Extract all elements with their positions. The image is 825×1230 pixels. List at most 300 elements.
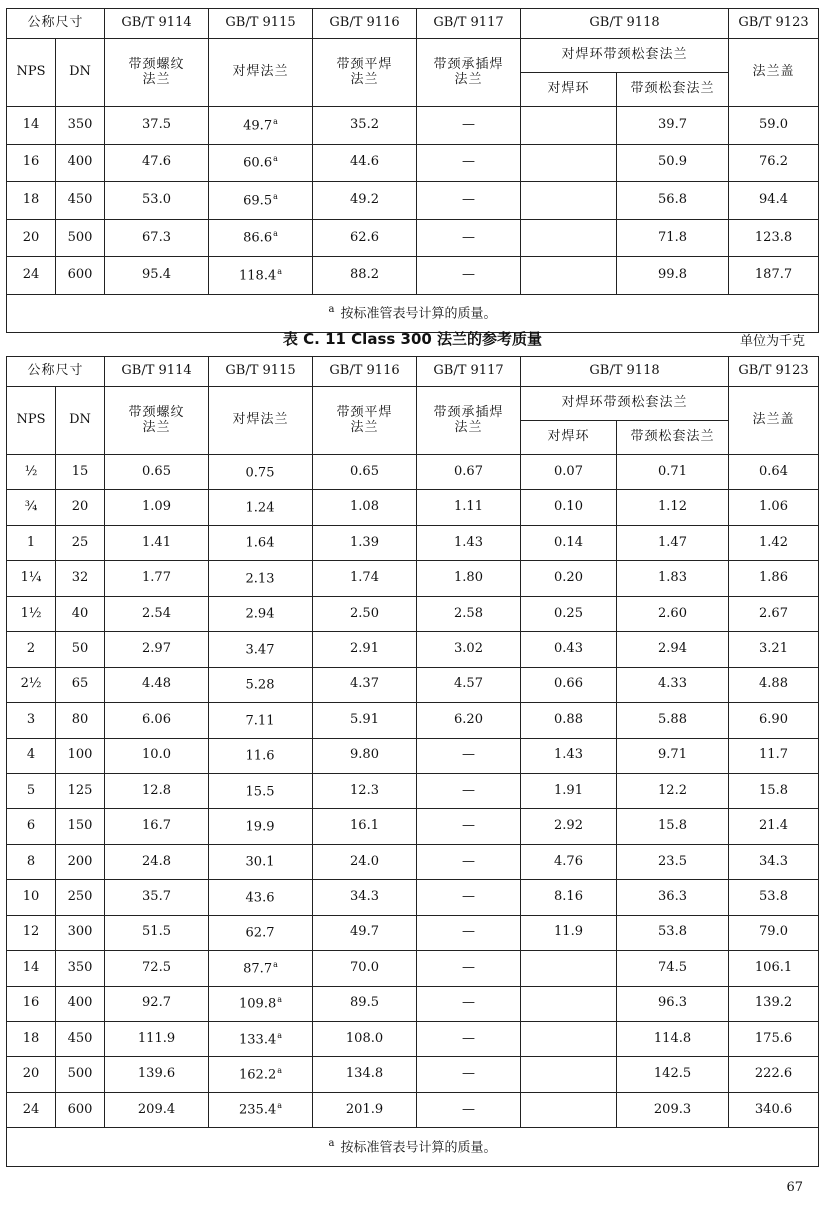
table-footnote (7, 1128, 819, 1167)
dn-cell: 450 (56, 1022, 105, 1057)
weld-neck-mass-cell: 162.2$^a$ (209, 1057, 313, 1092)
header-gb9123: GB/T 9123 (729, 357, 819, 387)
dn-cell: 150 (56, 809, 105, 844)
slip-on-mass-cell: 5.91 (313, 703, 417, 738)
nps-cell: 1½ (7, 596, 56, 631)
table-row (7, 1057, 819, 1092)
weld-neck-mass-cell: 60.6$^a$ (209, 144, 313, 182)
nps-cell: 18 (7, 1022, 56, 1057)
header-gb9118: GB/T 9118 (521, 357, 729, 387)
table-row (7, 667, 819, 702)
lap-flange-mass-cell: 2.60 (617, 596, 729, 631)
threaded-mass-cell: 35.7 (105, 880, 209, 915)
blind-mass-cell: 2.67 (729, 596, 819, 631)
stub-end-mass-cell (521, 1057, 617, 1092)
lap-flange-mass-cell: 36.3 (617, 880, 729, 915)
socket-weld-mass-cell: — (417, 219, 521, 257)
blind-mass-cell: 0.64 (729, 455, 819, 490)
dn-cell: 250 (56, 880, 105, 915)
blind-mass-cell: 94.4 (729, 182, 819, 220)
weld-neck-mass-cell: 87.7$^a$ (209, 951, 313, 986)
dn-cell: 350 (56, 107, 105, 145)
lap-flange-mass-cell: 53.8 (617, 915, 729, 950)
stub-end-mass-cell: 0.43 (521, 632, 617, 667)
nps-cell: 20 (7, 1057, 56, 1092)
dn-cell: 450 (56, 182, 105, 220)
threaded-mass-cell: 111.9 (105, 1022, 209, 1057)
blind-mass-cell: 1.86 (729, 561, 819, 596)
header-threaded: 带颈螺纹 法兰 (105, 387, 209, 455)
threaded-mass-cell: 10.0 (105, 738, 209, 773)
table-row (7, 951, 819, 986)
nps-cell: 2 (7, 632, 56, 667)
header-weld-neck: 对焊法兰 (209, 39, 313, 107)
socket-weld-mass-cell: 1.80 (417, 561, 521, 596)
footnote-ref: a (277, 1066, 283, 1076)
weld-neck-mass-cell: 5.28 (209, 667, 313, 702)
nps-cell: ½ (7, 455, 56, 490)
table-row (7, 455, 819, 490)
table-row (7, 738, 819, 773)
nps-cell: 20 (7, 219, 56, 257)
blind-mass-cell: 34.3 (729, 844, 819, 879)
lap-flange-mass-cell: 12.2 (617, 773, 729, 808)
lap-flange-mass-cell: 1.83 (617, 561, 729, 596)
footnote-text: 按标准管表号计算的质量。 (340, 1140, 497, 1156)
weld-neck-mass-cell: 86.6$^a$ (209, 219, 313, 257)
stub-end-mass-cell (521, 107, 617, 145)
socket-weld-mass-cell: 4.57 (417, 667, 521, 702)
header-lap-flange: 带颈松套法兰 (617, 73, 729, 107)
table-body (7, 107, 819, 295)
lap-flange-mass-cell: 2.94 (617, 632, 729, 667)
blind-mass-cell: 79.0 (729, 915, 819, 950)
slip-on-mass-cell: 1.08 (313, 490, 417, 525)
dn-cell: 80 (56, 703, 105, 738)
lap-flange-mass-cell: 71.8 (617, 219, 729, 257)
blind-mass-cell: 21.4 (729, 809, 819, 844)
threaded-mass-cell: 6.06 (105, 703, 209, 738)
footnote-ref: a (277, 995, 283, 1005)
weld-neck-mass-cell: 1.64 (209, 525, 313, 560)
blind-mass-cell: 123.8 (729, 219, 819, 257)
table-row (7, 219, 819, 257)
weld-neck-mass-cell: 2.94 (209, 596, 313, 631)
lap-flange-mass-cell: 209.3 (617, 1092, 729, 1127)
weld-neck-mass-cell: 62.7 (209, 915, 313, 950)
header-gb9115: GB/T 9115 (209, 357, 313, 387)
socket-weld-mass-cell: 2.58 (417, 596, 521, 631)
blind-mass-cell: 3.21 (729, 632, 819, 667)
slip-on-mass-cell: 62.6 (313, 219, 417, 257)
threaded-mass-cell: 67.3 (105, 219, 209, 257)
socket-weld-mass-cell: — (417, 951, 521, 986)
socket-weld-mass-cell: 3.02 (417, 632, 521, 667)
threaded-mass-cell: 37.5 (105, 107, 209, 145)
nps-cell: 24 (7, 1092, 56, 1127)
table-unit: 单位为千克 (739, 334, 805, 349)
weld-neck-mass-cell: 133.4$^a$ (209, 1022, 313, 1057)
table-row (7, 561, 819, 596)
header-gb9114: GB/T 9114 (105, 9, 209, 39)
socket-weld-mass-cell: — (417, 1092, 521, 1127)
socket-weld-mass-cell: — (417, 257, 521, 295)
table-row (7, 107, 819, 145)
header-gb9123: GB/T 9123 (729, 9, 819, 39)
weld-neck-mass-cell: 7.11 (209, 703, 313, 738)
stub-end-mass-cell: 0.07 (521, 455, 617, 490)
threaded-mass-cell: 1.09 (105, 490, 209, 525)
header-slip-on: 带颈平焊 法兰 (313, 39, 417, 107)
stub-end-mass-cell (521, 257, 617, 295)
header-slip-on: 带颈平焊 法兰 (313, 387, 417, 455)
lap-flange-mass-cell: 1.12 (617, 490, 729, 525)
header-nps: NPS (7, 387, 56, 455)
table-title: 表 C. 11 Class 300 法兰的参考质量 (282, 330, 543, 348)
dn-cell: 500 (56, 219, 105, 257)
table-row (7, 596, 819, 631)
header-gb9117: GB/T 9117 (417, 357, 521, 387)
threaded-mass-cell: 24.8 (105, 844, 209, 879)
threaded-mass-cell: 12.8 (105, 773, 209, 808)
socket-weld-mass-cell: — (417, 1022, 521, 1057)
stub-end-mass-cell: 4.76 (521, 844, 617, 879)
table-row (7, 1022, 819, 1057)
header-threaded: 带颈螺纹 法兰 (105, 39, 209, 107)
stub-end-mass-cell: 1.43 (521, 738, 617, 773)
lap-flange-mass-cell: 0.71 (617, 455, 729, 490)
dn-cell: 50 (56, 632, 105, 667)
weld-neck-mass-cell: 2.13 (209, 561, 313, 596)
socket-weld-mass-cell: 0.67 (417, 455, 521, 490)
table-header (7, 9, 819, 107)
weld-neck-mass-cell: 1.24 (209, 490, 313, 525)
blind-mass-cell: 1.06 (729, 490, 819, 525)
socket-weld-mass-cell: 1.43 (417, 525, 521, 560)
lap-flange-mass-cell: 56.8 (617, 182, 729, 220)
stub-end-mass-cell: 0.66 (521, 667, 617, 702)
socket-weld-mass-cell: — (417, 182, 521, 220)
socket-weld-mass-cell: — (417, 915, 521, 950)
threaded-mass-cell: 2.54 (105, 596, 209, 631)
weld-neck-mass-cell: 30.1 (209, 844, 313, 879)
threaded-mass-cell: 47.6 (105, 144, 209, 182)
dn-cell: 32 (56, 561, 105, 596)
header-stub-end: 对焊环 (521, 73, 617, 107)
footnote-ref: a (273, 116, 278, 126)
socket-weld-mass-cell: — (417, 144, 521, 182)
blind-mass-cell: 222.6 (729, 1057, 819, 1092)
blind-mass-cell: 59.0 (729, 107, 819, 145)
table-row (7, 703, 819, 738)
table-row (7, 182, 819, 220)
stub-end-mass-cell (521, 1092, 617, 1127)
slip-on-mass-cell: 12.3 (313, 773, 417, 808)
header-socket-weld: 带颈承插焊 法兰 (417, 39, 521, 107)
slip-on-mass-cell: 4.37 (313, 667, 417, 702)
blind-mass-cell: 6.90 (729, 703, 819, 738)
stub-end-mass-cell: 0.14 (521, 525, 617, 560)
dn-cell: 25 (56, 525, 105, 560)
threaded-mass-cell: 139.6 (105, 1057, 209, 1092)
slip-on-mass-cell: 89.5 (313, 986, 417, 1021)
nps-cell: 4 (7, 738, 56, 773)
nps-cell: 1 (7, 525, 56, 560)
header-gb9117: GB/T 9117 (417, 9, 521, 39)
stub-end-mass-cell (521, 182, 617, 220)
table-header (7, 357, 819, 455)
slip-on-mass-cell: 49.7 (313, 915, 417, 950)
lap-flange-mass-cell: 5.88 (617, 703, 729, 738)
stub-end-mass-cell (521, 986, 617, 1021)
slip-on-mass-cell: 201.9 (313, 1092, 417, 1127)
footnote-mark: a (328, 304, 335, 316)
threaded-mass-cell: 95.4 (105, 257, 209, 295)
lap-flange-mass-cell: 96.3 (617, 986, 729, 1021)
header-stub-end: 对焊环 (521, 421, 617, 455)
weld-neck-mass-cell: 118.4$^a$ (209, 257, 313, 295)
blind-mass-cell: 139.2 (729, 986, 819, 1021)
dn-cell: 600 (56, 1092, 105, 1127)
header-lap-joint: 对焊环带颈松套法兰 (521, 387, 729, 421)
socket-weld-mass-cell: — (417, 107, 521, 145)
lap-flange-mass-cell: 74.5 (617, 951, 729, 986)
threaded-mass-cell: 92.7 (105, 986, 209, 1021)
socket-weld-mass-cell: — (417, 773, 521, 808)
blind-mass-cell: 187.7 (729, 257, 819, 295)
weld-neck-mass-cell: 235.4$^a$ (209, 1092, 313, 1127)
flange-mass-table-continued (6, 8, 819, 333)
footnote-ref: a (273, 229, 278, 239)
lap-flange-mass-cell: 23.5 (617, 844, 729, 879)
nps-cell: 8 (7, 844, 56, 879)
threaded-mass-cell: 1.41 (105, 525, 209, 560)
lap-flange-mass-cell: 9.71 (617, 738, 729, 773)
threaded-mass-cell: 72.5 (105, 951, 209, 986)
stub-end-mass-cell (521, 1022, 617, 1057)
slip-on-mass-cell: 1.74 (313, 561, 417, 596)
header-dn: DN (56, 387, 105, 455)
stub-end-mass-cell: 0.25 (521, 596, 617, 631)
header-gb9115: GB/T 9115 (209, 9, 313, 39)
nps-cell: 5 (7, 773, 56, 808)
table-row (7, 257, 819, 295)
dn-cell: 500 (56, 1057, 105, 1092)
table-row (7, 632, 819, 667)
dn-cell: 400 (56, 986, 105, 1021)
threaded-mass-cell: 1.77 (105, 561, 209, 596)
slip-on-mass-cell: 2.50 (313, 596, 417, 631)
socket-weld-mass-cell: — (417, 986, 521, 1021)
threaded-mass-cell: 0.65 (105, 455, 209, 490)
footnote-ref: a (273, 154, 278, 164)
blind-mass-cell: 11.7 (729, 738, 819, 773)
lap-flange-mass-cell: 114.8 (617, 1022, 729, 1057)
slip-on-mass-cell: 0.65 (313, 455, 417, 490)
lap-flange-mass-cell: 142.5 (617, 1057, 729, 1092)
footnote-mark: a (328, 1138, 335, 1150)
slip-on-mass-cell: 2.91 (313, 632, 417, 667)
socket-weld-mass-cell: — (417, 738, 521, 773)
threaded-mass-cell: 209.4 (105, 1092, 209, 1127)
header-size: 公称尺寸 (7, 9, 105, 39)
socket-weld-mass-cell: — (417, 844, 521, 879)
nps-cell: 24 (7, 257, 56, 295)
header-blind: 法兰盖 (729, 387, 819, 455)
nps-cell: 14 (7, 107, 56, 145)
header-blind: 法兰盖 (729, 39, 819, 107)
nps-cell: 16 (7, 986, 56, 1021)
dn-cell: 200 (56, 844, 105, 879)
blind-mass-cell: 53.8 (729, 880, 819, 915)
slip-on-mass-cell: 44.6 (313, 144, 417, 182)
socket-weld-mass-cell: 1.11 (417, 490, 521, 525)
footnote-ref: a (277, 1101, 283, 1111)
dn-cell: 125 (56, 773, 105, 808)
dn-cell: 100 (56, 738, 105, 773)
lap-flange-mass-cell: 39.7 (617, 107, 729, 145)
stub-end-mass-cell: 1.91 (521, 773, 617, 808)
table-row (7, 525, 819, 560)
table-row (7, 844, 819, 879)
footnote-ref: a (273, 191, 278, 201)
header-gb9116: GB/T 9116 (313, 357, 417, 387)
blind-mass-cell: 4.88 (729, 667, 819, 702)
nps-cell: 1¼ (7, 561, 56, 596)
lap-flange-mass-cell: 99.8 (617, 257, 729, 295)
weld-neck-mass-cell: 11.6 (209, 738, 313, 773)
header-socket-weld: 带颈承插焊 法兰 (417, 387, 521, 455)
table-row (7, 1092, 819, 1127)
slip-on-mass-cell: 88.2 (313, 257, 417, 295)
lap-flange-mass-cell: 50.9 (617, 144, 729, 182)
table-body (7, 455, 819, 1128)
slip-on-mass-cell: 16.1 (313, 809, 417, 844)
footnote-ref: a (277, 1030, 283, 1040)
footnote-ref: a (277, 267, 283, 277)
table-row (7, 490, 819, 525)
footnote-text: 按标准管表号计算的质量。 (340, 306, 497, 322)
socket-weld-mass-cell: — (417, 809, 521, 844)
nps-cell: 14 (7, 951, 56, 986)
slip-on-mass-cell: 35.2 (313, 107, 417, 145)
dn-cell: 15 (56, 455, 105, 490)
lap-flange-mass-cell: 4.33 (617, 667, 729, 702)
dn-cell: 40 (56, 596, 105, 631)
stub-end-mass-cell: 0.88 (521, 703, 617, 738)
weld-neck-mass-cell: 0.75 (209, 455, 313, 490)
stub-end-mass-cell: 0.20 (521, 561, 617, 596)
table-row (7, 915, 819, 950)
blind-mass-cell: 76.2 (729, 144, 819, 182)
nps-cell: 3 (7, 703, 56, 738)
dn-cell: 350 (56, 951, 105, 986)
dn-cell: 65 (56, 667, 105, 702)
slip-on-mass-cell: 9.80 (313, 738, 417, 773)
slip-on-mass-cell: 70.0 (313, 951, 417, 986)
table-row (7, 986, 819, 1021)
slip-on-mass-cell: 24.0 (313, 844, 417, 879)
slip-on-mass-cell: 1.39 (313, 525, 417, 560)
slip-on-mass-cell: 34.3 (313, 880, 417, 915)
header-size: 公称尺寸 (7, 357, 105, 387)
stub-end-mass-cell (521, 144, 617, 182)
weld-neck-mass-cell: 3.47 (209, 632, 313, 667)
stub-end-mass-cell: 0.10 (521, 490, 617, 525)
blind-mass-cell: 15.8 (729, 773, 819, 808)
weld-neck-mass-cell: 69.5$^a$ (209, 182, 313, 220)
threaded-mass-cell: 51.5 (105, 915, 209, 950)
header-gb9118: GB/T 9118 (521, 9, 729, 39)
table-row (7, 880, 819, 915)
header-lap-flange: 带颈松套法兰 (617, 421, 729, 455)
weld-neck-mass-cell: 19.9 (209, 809, 313, 844)
slip-on-mass-cell: 49.2 (313, 182, 417, 220)
socket-weld-mass-cell: 6.20 (417, 703, 521, 738)
table-row (7, 144, 819, 182)
weld-neck-mass-cell: 15.5 (209, 773, 313, 808)
stub-end-mass-cell (521, 951, 617, 986)
blind-mass-cell: 175.6 (729, 1022, 819, 1057)
stub-end-mass-cell (521, 219, 617, 257)
class300-flange-mass-table (6, 356, 819, 1167)
table-caption (0, 328, 825, 352)
page-number: 67 (786, 1180, 803, 1195)
nps-cell: 2½ (7, 667, 56, 702)
nps-cell: 16 (7, 144, 56, 182)
threaded-mass-cell: 4.48 (105, 667, 209, 702)
slip-on-mass-cell: 108.0 (313, 1022, 417, 1057)
weld-neck-mass-cell: 49.7$^a$ (209, 107, 313, 145)
table-row (7, 809, 819, 844)
blind-mass-cell: 106.1 (729, 951, 819, 986)
threaded-mass-cell: 16.7 (105, 809, 209, 844)
nps-cell: 6 (7, 809, 56, 844)
lap-flange-mass-cell: 15.8 (617, 809, 729, 844)
blind-mass-cell: 1.42 (729, 525, 819, 560)
header-gb9116: GB/T 9116 (313, 9, 417, 39)
stub-end-mass-cell: 8.16 (521, 880, 617, 915)
dn-cell: 300 (56, 915, 105, 950)
header-weld-neck: 对焊法兰 (209, 387, 313, 455)
table-footnote (7, 294, 819, 332)
stub-end-mass-cell: 2.92 (521, 809, 617, 844)
dn-cell: 600 (56, 257, 105, 295)
table-row (7, 773, 819, 808)
weld-neck-mass-cell: 109.8$^a$ (209, 986, 313, 1021)
socket-weld-mass-cell: — (417, 880, 521, 915)
header-nps: NPS (7, 39, 56, 107)
dn-cell: 400 (56, 144, 105, 182)
footnote-ref: a (273, 959, 278, 969)
nps-cell: 10 (7, 880, 56, 915)
dn-cell: 20 (56, 490, 105, 525)
threaded-mass-cell: 2.97 (105, 632, 209, 667)
lap-flange-mass-cell: 1.47 (617, 525, 729, 560)
weld-neck-mass-cell: 43.6 (209, 880, 313, 915)
header-gb9114: GB/T 9114 (105, 357, 209, 387)
socket-weld-mass-cell: — (417, 1057, 521, 1092)
stub-end-mass-cell: 11.9 (521, 915, 617, 950)
nps-cell: 18 (7, 182, 56, 220)
header-lap-joint: 对焊环带颈松套法兰 (521, 39, 729, 73)
slip-on-mass-cell: 134.8 (313, 1057, 417, 1092)
nps-cell: 12 (7, 915, 56, 950)
nps-cell: ¾ (7, 490, 56, 525)
threaded-mass-cell: 53.0 (105, 182, 209, 220)
header-dn: DN (56, 39, 105, 107)
blind-mass-cell: 340.6 (729, 1092, 819, 1127)
